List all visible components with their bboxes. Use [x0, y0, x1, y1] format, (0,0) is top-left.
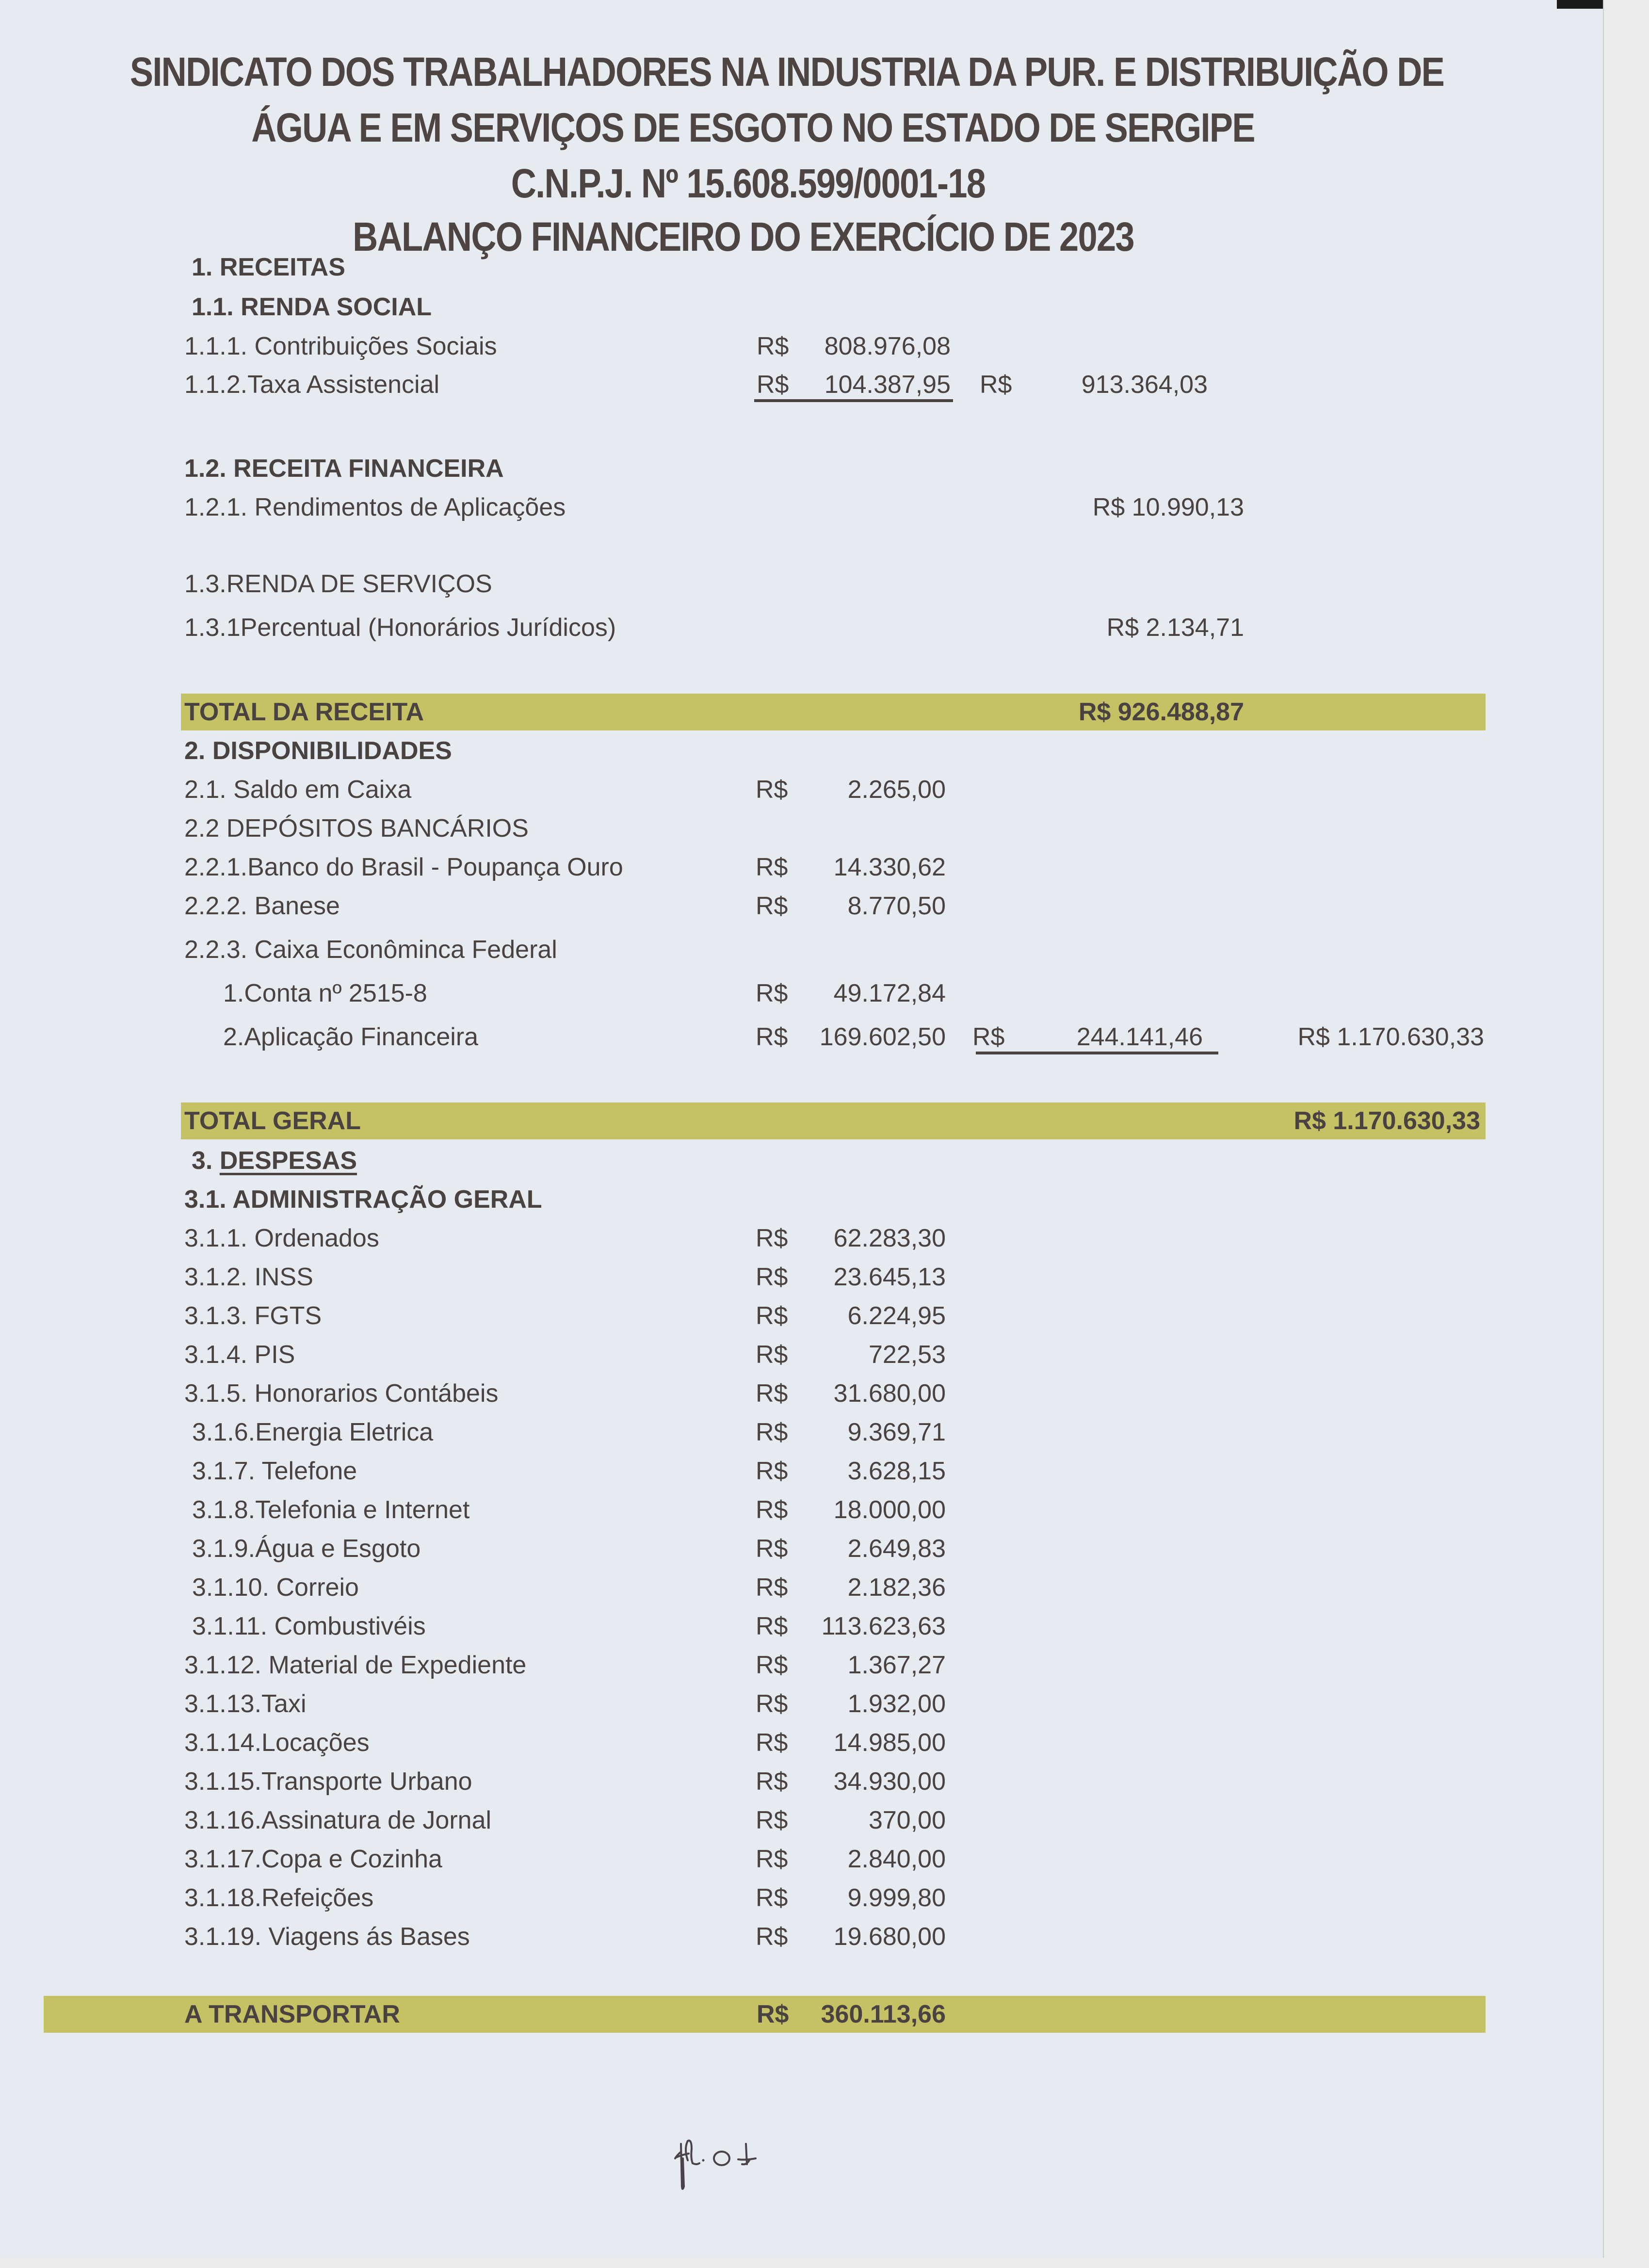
currency-symbol: R$ — [756, 1651, 788, 1679]
ledger-row — [184, 889, 1484, 923]
expense-row — [184, 1803, 1484, 1838]
currency-symbol: R$ — [756, 1845, 788, 1873]
expense-row — [184, 1221, 1484, 1256]
subsection-heading: 2.2.3. Caixa Econôminca Federal — [184, 936, 557, 964]
total-geral-band — [181, 1102, 1486, 1139]
currency-symbol: R$ — [756, 1573, 788, 1602]
subsection-heading: 3.1. ADMINISTRAÇÃO GERAL — [184, 1185, 542, 1214]
expense-row — [184, 1492, 1484, 1527]
item-value: R$ 10.990,13 — [1092, 493, 1244, 521]
item-label: 3.1.14.Locações — [184, 1729, 370, 1757]
expense-row — [184, 1260, 1484, 1295]
expense-row — [184, 1376, 1484, 1411]
currency-symbol: R$ — [756, 1496, 788, 1524]
total-value: R$ 926.488,87 — [1078, 698, 1244, 726]
currency-symbol: R$ — [756, 1690, 788, 1718]
depositos-heading — [184, 811, 1484, 846]
item-value: 8.770,50 — [847, 892, 946, 920]
item-value: R$ 2.134,71 — [1106, 614, 1244, 642]
header-line-2: ÁGUA E EM SERVIÇOS DE ESGOTO NO ESTADO DE SERGIPE — [251, 105, 1255, 150]
cnpj: C.N.P.J. Nº 15.608.599/0001-18 — [511, 161, 986, 206]
item-label: 3.1.11. Combustivéis — [192, 1612, 426, 1640]
item-value: 34.930,00 — [833, 1767, 946, 1796]
item-value: 14.985,00 — [833, 1729, 946, 1757]
header-line-1: SINDICATO DOS TRABALHADORES NA INDUSTRIA DA PUR. E DISTRIBUIÇÃO DE — [129, 49, 1444, 95]
ledger-row — [184, 610, 1484, 645]
section-heading: 1. RECEITAS — [192, 253, 345, 281]
item-label: 3.1.18.Refeições — [184, 1884, 374, 1912]
currency-symbol: R$ — [756, 1302, 788, 1330]
section-number: 3. — [192, 1147, 213, 1175]
scan-edge — [1557, 0, 1603, 9]
subsection-heading: 1.1. RENDA SOCIAL — [192, 293, 432, 321]
ledger-row — [184, 772, 1484, 807]
total-value: R$ 1.170.630,33 — [1293, 1107, 1480, 1135]
currency-symbol: R$ — [756, 1612, 788, 1640]
currency-symbol: R$ — [972, 1023, 1005, 1051]
expense-row — [184, 1609, 1484, 1644]
item-label: 3.1.19. Viagens ás Bases — [184, 1923, 470, 1951]
ledger-row — [184, 490, 1484, 525]
item-value: 113.623,63 — [821, 1612, 946, 1640]
currency-symbol: R$ — [756, 1263, 788, 1291]
item-value: 1.367,27 — [847, 1651, 946, 1679]
item-value: 2.265,00 — [847, 776, 946, 804]
item-label: 1.1.2.Taxa Assistencial — [184, 371, 440, 399]
currency-symbol: R$ — [756, 1418, 788, 1446]
expense-row — [184, 1298, 1484, 1333]
item-label: 3.1.3. FGTS — [184, 1302, 322, 1330]
expense-row — [184, 1880, 1484, 1915]
currency-symbol: R$ — [757, 332, 789, 360]
currency-symbol: R$ — [757, 2000, 789, 2028]
admin-heading — [184, 1182, 1484, 1217]
currency-symbol: R$ — [756, 1767, 788, 1796]
currency-symbol: R$ — [756, 1341, 788, 1369]
currency-symbol: R$ — [756, 1806, 788, 1834]
ledger-row — [184, 976, 1484, 1011]
item-value: 19.680,00 — [833, 1923, 946, 1951]
item-value: 808.976,08 — [824, 332, 951, 360]
item-label: 3.1.10. Correio — [192, 1573, 359, 1602]
currency-symbol: R$ — [980, 371, 1012, 399]
item-label: 3.1.1. Ordenados — [184, 1224, 379, 1252]
item-label: 3.1.7. Telefone — [192, 1457, 357, 1485]
subtotal-value: 244.141,46 — [1076, 1023, 1203, 1051]
item-label: 1.1.1. Contribuições Sociais — [184, 332, 497, 360]
item-label: 2.1. Saldo em Caixa — [184, 776, 412, 804]
currency-symbol: R$ — [756, 1023, 788, 1051]
item-label: 3.1.15.Transporte Urbano — [184, 1767, 472, 1796]
subtotal-value: 913.364,03 — [1081, 371, 1208, 399]
total-label: TOTAL GERAL — [184, 1107, 361, 1135]
item-value: 62.283,30 — [833, 1224, 946, 1252]
item-label: 2.2.1.Banco do Brasil - Poupança Ouro — [184, 853, 623, 881]
currency-symbol: R$ — [757, 371, 789, 399]
currency-symbol: R$ — [756, 979, 788, 1007]
expense-row — [184, 1415, 1484, 1450]
sum-underline — [754, 399, 953, 402]
item-value: 9.999,80 — [847, 1884, 946, 1912]
item-value: 49.172,84 — [833, 979, 946, 1007]
ledger-row — [184, 850, 1484, 885]
ledger-row — [184, 329, 1484, 364]
item-label: 3.1.16.Assinatura de Jornal — [184, 1806, 492, 1834]
expense-row — [184, 1764, 1484, 1799]
item-label: 3.1.13.Taxi — [184, 1690, 307, 1718]
receita-financeira-heading — [184, 451, 1484, 486]
expense-row — [184, 1570, 1484, 1605]
item-value: 104.387,95 — [824, 371, 951, 399]
expense-row — [184, 1686, 1484, 1721]
total-receita-band — [181, 694, 1486, 730]
item-label: 3.1.6.Energia Eletrica — [192, 1418, 434, 1446]
section-heading: 2. DISPONIBILIDADES — [184, 737, 452, 765]
currency-symbol: R$ — [756, 892, 788, 920]
item-label: 3.1.2. INSS — [184, 1263, 313, 1291]
item-value: 1.932,00 — [847, 1690, 946, 1718]
currency-symbol: R$ — [756, 776, 788, 804]
currency-symbol: R$ — [756, 1923, 788, 1951]
item-label: 3.1.4. PIS — [184, 1341, 295, 1369]
report-title: BALANÇO FINANCEIRO DO EXERCÍCIO DE 2023 — [353, 214, 1134, 259]
renda-social-heading — [192, 290, 1491, 324]
currency-symbol: R$ — [756, 1379, 788, 1408]
item-label: 1.Conta nº 2515-8 — [223, 979, 427, 1007]
subsection-heading: 2.2 DEPÓSITOS BANCÁRIOS — [184, 814, 529, 842]
expense-row — [184, 1842, 1484, 1877]
currency-symbol: R$ — [756, 1457, 788, 1485]
item-value: 169.602,50 — [819, 1023, 946, 1051]
item-value: 31.680,00 — [833, 1379, 946, 1408]
disponibilidades-heading — [184, 733, 1484, 768]
item-value: 18.000,00 — [833, 1496, 946, 1524]
item-label: 2.Aplicação Financeira — [223, 1023, 479, 1051]
expense-row — [184, 1919, 1484, 1954]
expense-row — [184, 1725, 1484, 1760]
item-label: 3.1.12. Material de Expediente — [184, 1651, 527, 1679]
item-value: 3.628,15 — [847, 1457, 946, 1485]
item-value: 14.330,62 — [833, 853, 946, 881]
item-label: 3.1.8.Telefonia e Internet — [192, 1496, 470, 1524]
expense-row — [184, 1454, 1484, 1489]
currency-symbol: R$ — [756, 1884, 788, 1912]
item-value: 23.645,13 — [833, 1263, 946, 1291]
ledger-row — [184, 367, 1484, 402]
item-value: 722,53 — [868, 1341, 946, 1369]
expense-row — [184, 1337, 1484, 1372]
total-label: TOTAL DA RECEITA — [184, 698, 424, 726]
item-value: 2.649,83 — [847, 1535, 946, 1563]
total-label: A TRANSPORTAR — [184, 2000, 400, 2028]
item-label: 1.2.1. Rendimentos de Aplicações — [184, 493, 566, 521]
ledger-row — [184, 1020, 1484, 1054]
item-label: 3.1.5. Honorarios Contábeis — [184, 1379, 499, 1408]
currency-symbol: R$ — [756, 1224, 788, 1252]
item-value: 6.224,95 — [847, 1302, 946, 1330]
subsection-heading: 1.3.RENDA DE SERVIÇOS — [184, 570, 492, 598]
item-label: 3.1.9.Água e Esgoto — [192, 1535, 421, 1563]
item-value: 2.182,36 — [847, 1573, 946, 1602]
section-heading: DESPESAS — [219, 1147, 357, 1175]
transportar-band — [44, 1996, 1486, 2033]
currency-symbol: R$ — [756, 1729, 788, 1757]
item-value: 370,00 — [868, 1806, 946, 1834]
caixa-heading — [184, 932, 1484, 967]
subsection-heading: 1.2. RECEITA FINANCEIRA — [184, 454, 504, 483]
item-value: 2.840,00 — [847, 1845, 946, 1873]
currency-symbol: R$ — [756, 1535, 788, 1563]
item-label: 3.1.17.Copa e Cozinha — [184, 1845, 442, 1873]
handwritten-page-note — [674, 2129, 771, 2197]
currency-symbol: R$ — [756, 853, 788, 881]
grand-value: R$ 1.170.630,33 — [1297, 1023, 1484, 1051]
item-label: 2.2.2. Banese — [184, 892, 340, 920]
expense-row — [184, 1648, 1484, 1683]
renda-servicos-heading — [184, 567, 1484, 601]
item-label: 1.3.1Percentual (Honorários Jurídicos) — [184, 614, 616, 642]
expense-row — [184, 1531, 1484, 1566]
total-value: 360.113,66 — [821, 2000, 946, 2028]
despesas-heading — [192, 1143, 1491, 1178]
item-value: 9.369,71 — [847, 1418, 946, 1446]
sum-underline — [976, 1052, 1218, 1054]
section-receitas — [192, 250, 1491, 285]
